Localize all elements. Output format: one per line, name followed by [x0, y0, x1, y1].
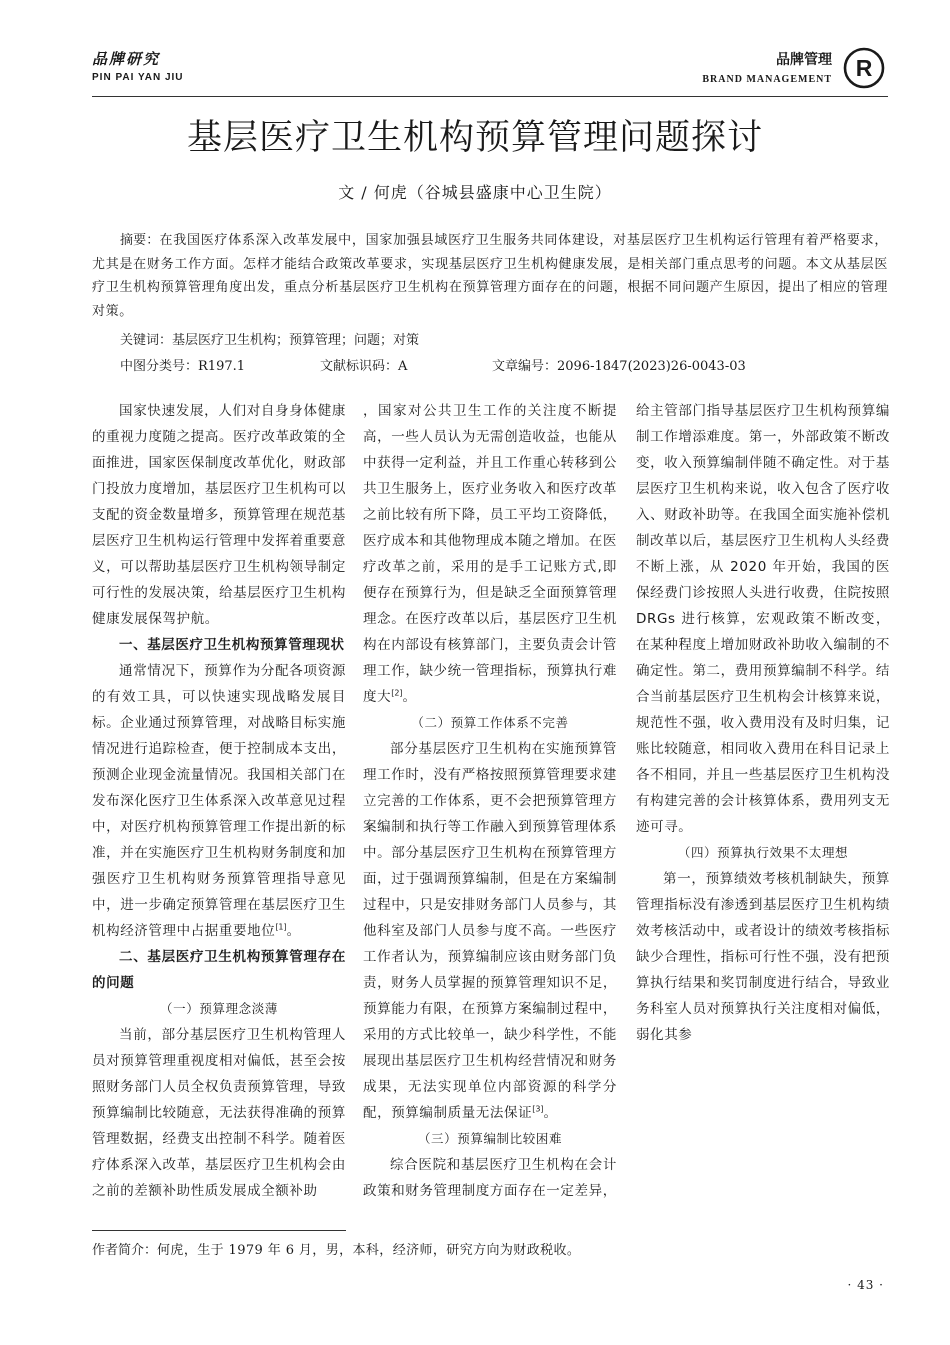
doc-label: 文献标识码： — [320, 359, 399, 374]
paragraph-concept-text: 当前，部分基层医疗卫生机构管理人员对预算管理重视度相对偏低，甚至会按照财务部门人员全权负责预算管理，导致预算编制比较随意，无法获得准确的预算管理数据，经费支出控制不科学。随着医疗体系深入改革，基层医疗卫生机构会由之前的差额补助性质发展成全额补助 — [92, 1027, 346, 1199]
registered-mark-glyph: R — [855, 55, 873, 81]
paragraph-status-text: 通常情况下，预算作为分配各项资源的有效工具，可以快速实现战略发展目标。企业通过预算管理，对战略目标实施情况进行追踪检查，便于控制成本支出，预测企业现金流量情况。我国相关部门在发布深化医疗卫生体系深入改革意见过程中，对医疗机构预算管理工作提出新的标准，并在实施医疗卫生机构财务制度和加强医疗卫生机构财务预算管理指导意见中，进一步确定预算管理在基层医疗卫生机构经济管理中占据重要地位 — [92, 663, 346, 939]
keywords-text: 基层医疗卫生机构；预算管理；问题；对策 — [172, 333, 420, 348]
period: 。 — [543, 1105, 558, 1121]
paragraph-compilation: 综合医院和基层医疗卫生机构在会计政策和财务管理制度方面存在一定差异， — [363, 1157, 617, 1199]
paragraph-execution: 第一，预算绩效考核机制缺失，预算管理指标没有渗透到基层医疗卫生机构绩效考核活动中，或者设计的绩效考核指标缺少合理性，指标可行性不强，没有把预算执行结果和奖罚制度进行结合，导致业务科室人员对预算执行关注度相对偏低，弱化其参 — [636, 871, 890, 1043]
subsection-heading-4: （四）预算执行效果不太理想 — [677, 845, 849, 860]
citation-ref-2: [2] — [391, 688, 403, 698]
body-column-2 — [363, 398, 617, 1204]
article-title: 基层医疗卫生机构预算管理问题探讨 — [186, 118, 763, 158]
abstract-label: 摘要： — [120, 233, 160, 248]
page-number: · 43 · — [847, 1278, 884, 1292]
paragraph-concept — [92, 1022, 346, 1204]
citation-ref-1: [1] — [275, 922, 287, 932]
body-column-3 — [636, 398, 890, 1048]
article-number-value: 2096-1847(2023)26-0043-03 — [557, 359, 746, 374]
journal-section-left — [92, 50, 184, 83]
article-number — [492, 358, 746, 376]
brand-management-en: BRAND MANAGEMENT — [702, 74, 832, 85]
brand-management-cn: 品牌管理 — [776, 51, 832, 67]
paragraph-concept-text: ，国家对公共卫生工作的关注度不断提高，一些人员认为无需创造收益，也能从中获得一定利益，并且工作重心转移到公共卫生服务上，医疗业务收入和医疗改革之前比较有所下降，员工平均工资降低，医疗成本和其他物理成本随之增加。在医疗改革之前，采用的是手工记账方式,即便存在预算行为，但是缺乏全面预算管理理念。在医疗改革以后，基层医疗卫生机构在内部设有核算部门，主要负责会计管理工作，缺少统一管理指标，预算执行难度大 — [363, 403, 617, 705]
footnote-rule — [92, 1230, 346, 1231]
paragraph-system-text: 部分基层医疗卫生机构在实施预算管理工作时，没有严格按照预算管理要求建立完善的工作体系，更不会把预算管理方案编制和执行等工作融入到预算管理体系中。部分基层医疗卫生机构在预算管理方面，过于强调预算编制，但是在方案编制过程中，只是安排财务部门人员参与，其他科室及部门人员参与度不高。一些医疗工作者认为，预算编制应该由财务部门负责，财务人员掌握的预算管理知识不足，预算能力有限，在预算方案编制过程中，采用的方式比较单一，缺少科学性，不能展现出基层医疗卫生机构经营情况和财务成果，无法实现单位内部资源的科学分配，预算编制质量无法保证 — [363, 741, 617, 1121]
abstract-text: 在我国医疗体系深入改革发展中，国家加强县域医疗卫生服务共同体建设，对基层医疗卫生机构运行管理有着严格要求，尤其是在财务工作方面。怎样才能结合政策改革要求，实现基层医疗卫生机构健康发展，是相关部门重点思考的问题。本文从基层医疗卫生机构预算管理角度出发，重点分析基层医疗卫生机构在预算管理方面存在的问题，根据不同问题产生原因，提出了相应的管理对策。 — [92, 233, 888, 319]
author-bio-text: 何虎，生于 1979 年 6 月，男，本科，经济师，研究方向为财政税收。 — [157, 1243, 581, 1258]
registered-mark-icon — [842, 46, 886, 90]
period: 。 — [286, 923, 301, 939]
subsection-heading-2: （二）预算工作体系不完善 — [411, 715, 569, 730]
subsection-heading-1: （一）预算理念淡薄 — [160, 1001, 278, 1016]
clc-label: 中图分类号： — [120, 359, 199, 374]
section-name-cn: 品牌研究 — [92, 50, 161, 68]
keywords — [120, 332, 419, 350]
body-column-1 — [92, 398, 346, 1204]
abstract — [92, 229, 888, 323]
citation-ref-3: [3] — [532, 1104, 544, 1114]
header-rule — [92, 96, 888, 97]
section-name-en: PIN PAI YAN JIU — [92, 72, 184, 83]
document-code — [320, 358, 407, 376]
keywords-label: 关键词： — [120, 333, 173, 348]
doc-value: A — [398, 359, 408, 374]
paragraph-compilation: 给主管部门指导基层医疗卫生机构预算编制工作增添难度。第一，外部政策不断改变，收入预算编制伴随不确定性。对于基层医疗卫生机构来说，收入包含了医疗收入、财政补助等。在我国全面实施补偿机制改革以后，基层医疗卫生机构人头经费不断上涨，从 2020 年开始，我国的医保经费门诊按照人头进行收费，住院按照 DRGs 进行核算，宏观政策不断改变，在某种程度上增加财政补助收入编制的不确定性。第二，费用预算编制不科学。结合当前基层医疗卫生机构会计核算来说，规范性不强，收入费用没有及时归集，记账比较随意，相同收入费用在科目记录上各不相同，并且一些基层医疗卫生机构没有构建完善的会计核算体系，费用列支无迹可寻。 — [636, 403, 890, 835]
paragraph-system — [363, 736, 617, 1126]
article-number-label: 文章编号： — [492, 359, 558, 374]
clc-number — [120, 358, 245, 376]
paragraph-concept — [363, 398, 617, 710]
author-bio — [92, 1242, 580, 1260]
paragraph-intro: 国家快速发展，人们对自身身体健康的重视力度随之提高。医疗改革政策的全面推进，国家医保制度改革优化，财政部门投放力度增加，基层医疗卫生机构可以支配的资金数量增多，预算管理在规范基层医疗卫生机构运行管理中发挥着重要意义，可以帮助基层医疗卫生机构领导制定可行性的发展决策，给基层医疗卫生机构健康发展保驾护航。 — [92, 403, 346, 627]
clc-value: R197.1 — [198, 359, 246, 374]
article-author: 文 / 何虎（谷城县盛康中心卫生院） — [338, 183, 612, 202]
paragraph-status — [92, 658, 346, 944]
journal-section-right — [702, 50, 832, 85]
period: 。 — [402, 689, 417, 705]
section-heading-1: 一、基层医疗卫生机构预算管理现状 — [119, 637, 345, 653]
section-heading-2: 二、基层医疗卫生机构预算管理存在的问题 — [92, 949, 346, 991]
subsection-heading-3: （三）预算编制比较困难 — [417, 1131, 563, 1146]
author-bio-label: 作者简介： — [92, 1243, 158, 1258]
